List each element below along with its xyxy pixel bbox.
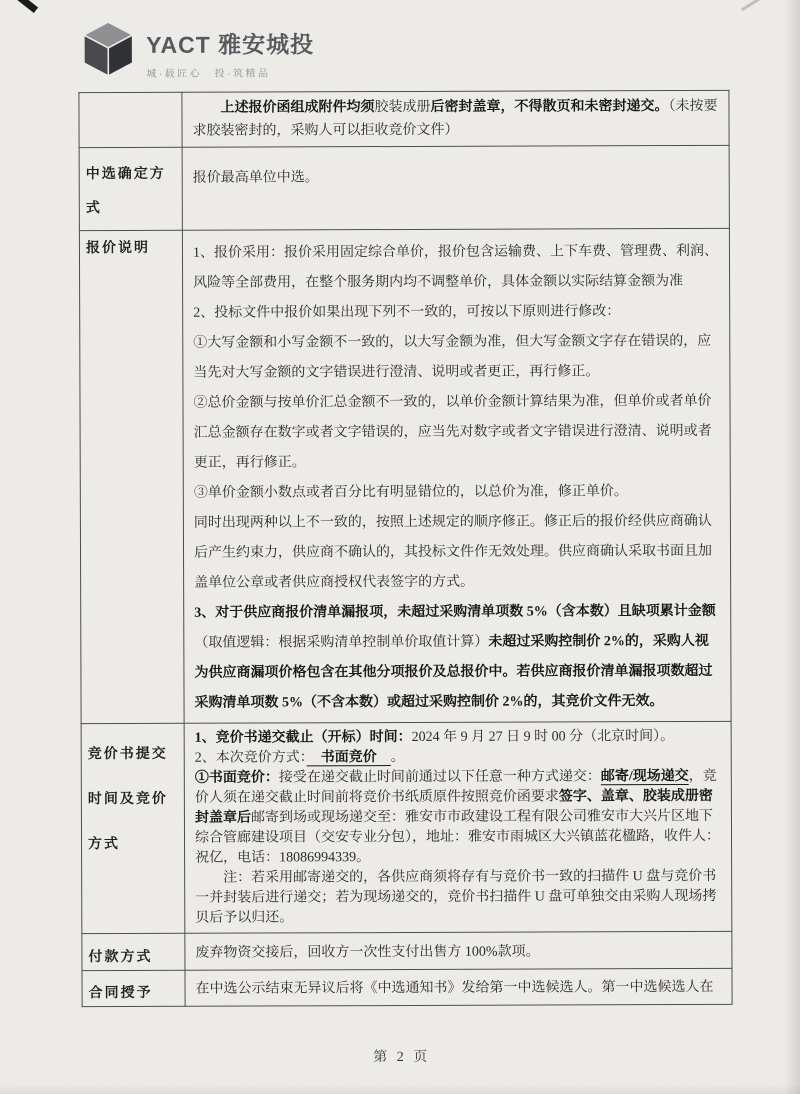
row-content xyxy=(182,228,731,723)
logo-tagline: 城·载匠心 投·筑精品 xyxy=(146,68,271,80)
paragraph: 在中选公示结束无异议后将《中选通知书》发给第一中选候选人。第一中选候选人在 xyxy=(195,979,714,997)
logo-cube-icon xyxy=(82,21,134,77)
paragraph: 3、对于供应商报价清单漏报项，未超过采购清单项数 5%（含本数）且缺项累计金额（取值逻辑：根据采购清单控制单价取值计算）未超过采购控制价 2%的，采购人视为供应商漏项价格包含在其他分项报价及总报价中。若供应商报价清单漏报项数超过采购清单项数 5%（不含本数）或超过采购控制价 2%的，其竞价文件无效。 xyxy=(194,603,716,711)
paragraph: ①大写金额和小写金额不一致的，以大写金额为准，但大写金额文字存在错误的，应当先对大写金额的文字错误进行澄清、说明或者更正，再行修正。 xyxy=(193,333,712,381)
paragraph: 同时出现两种以上不一致的，按照上述规定的顺序修正。修正后的报价经供应商确认后产生约束力，供应商不确认的，其投标文件作无效处理。供应商确认采取书面且加盖单位公章或者供应商授权代表签字的方式。 xyxy=(193,513,713,591)
table-row-selection-method xyxy=(79,145,729,230)
logo-text xyxy=(146,20,314,80)
row-content xyxy=(184,721,732,933)
row-label-contract-award: 合同授予 xyxy=(82,970,185,1006)
row-label-quotation-notes: 报价说明 xyxy=(79,230,184,723)
paragraph: ②总价金额与按单价汇总金额不一致的，以单价金额计算结果为准，但单价或者单价汇总金额存在数字或者文字错误的，应当先对数字或者文字错误进行澄清、说明或者更正，再行修正。 xyxy=(193,393,712,471)
paragraph: 2、投标文件中报价如果出现下列不一致的，可按以下原则进行修改： xyxy=(193,304,621,321)
row-content xyxy=(182,145,729,230)
paragraph: 1、竞价书递交截止（开标）时间：2024 年 9 月 27 日 9 时 00 分（北京时间）。 xyxy=(194,729,675,746)
logo-title: YACT 雅安城投 xyxy=(146,31,315,58)
paragraph: 报价最高单位中选。 xyxy=(192,170,319,186)
row-content xyxy=(185,931,732,970)
paragraph: ③单价金额小数点或者百分比有明显错位的，以总价为准，修正单价。 xyxy=(193,484,628,501)
page-number: 第 2 页 xyxy=(373,1049,431,1066)
paragraph: 废弃物资交接后，回收方一次性支付出售方 100%款项。 xyxy=(195,944,540,961)
paragraph: 2、本次竞价方式： 书面竞价 。 xyxy=(194,749,405,766)
row-content xyxy=(185,968,732,1006)
table-row-sealing-requirement xyxy=(79,90,729,147)
paragraph-note: 注：若采用邮寄递交的，各供应商须将存有与竞价书一致的扫描件 U 盘与竞价书一并封装后进行递交；若为现场递交的，竞价书扫描件 U 盘可单独交由采购人现场拷贝后予以归还。 xyxy=(195,868,717,926)
row-label-empty xyxy=(79,92,182,147)
table-row-contract-award xyxy=(82,968,732,1006)
table-row-payment-method xyxy=(82,931,732,970)
bid-conditions-table xyxy=(78,90,732,1007)
paragraph: 1、报价采用：报价采用固定综合单价，报价包含运输费、上下车费、管理费、利润、风险等全部费用，在整个服务期内均不调整单价，具体金额以实际结算金额为准 xyxy=(192,243,718,291)
row-label-submission-time-method: 竞价书提交时间及竞价方式 xyxy=(81,723,185,933)
table-row-submission-time-method xyxy=(81,721,732,933)
row-label-payment-method: 付款方式 xyxy=(82,933,185,970)
row-content xyxy=(182,90,729,147)
row-label-selection-method: 中选确定方式 xyxy=(79,147,182,230)
paragraph: 上述报价函组成附件均须胶装成册后密封盖章，不得散页和未密封递交。（未按要求胶装密封的，采购人可以拒收竞价文件） xyxy=(192,98,718,139)
table-row-quotation-notes xyxy=(79,228,731,723)
letterhead xyxy=(82,20,314,80)
paragraph: ①书面竞价：接受在递交截止时间前通过以下任意一种方式递交：邮寄/现场递交，竞价人须在递交截止时间前将竞价书纸质原件按照竞价函要求签字、盖章、胶装成册密封盖章后邮寄到场或现场递交至：雅安市市政建设工程有限公司雅安市大兴片区地下综合管廊建设项目（交安专业分包），地址：雅安市雨城区大兴镇蓝花楹路，收件人：祝亿，电话：18086994339。 xyxy=(194,768,721,866)
